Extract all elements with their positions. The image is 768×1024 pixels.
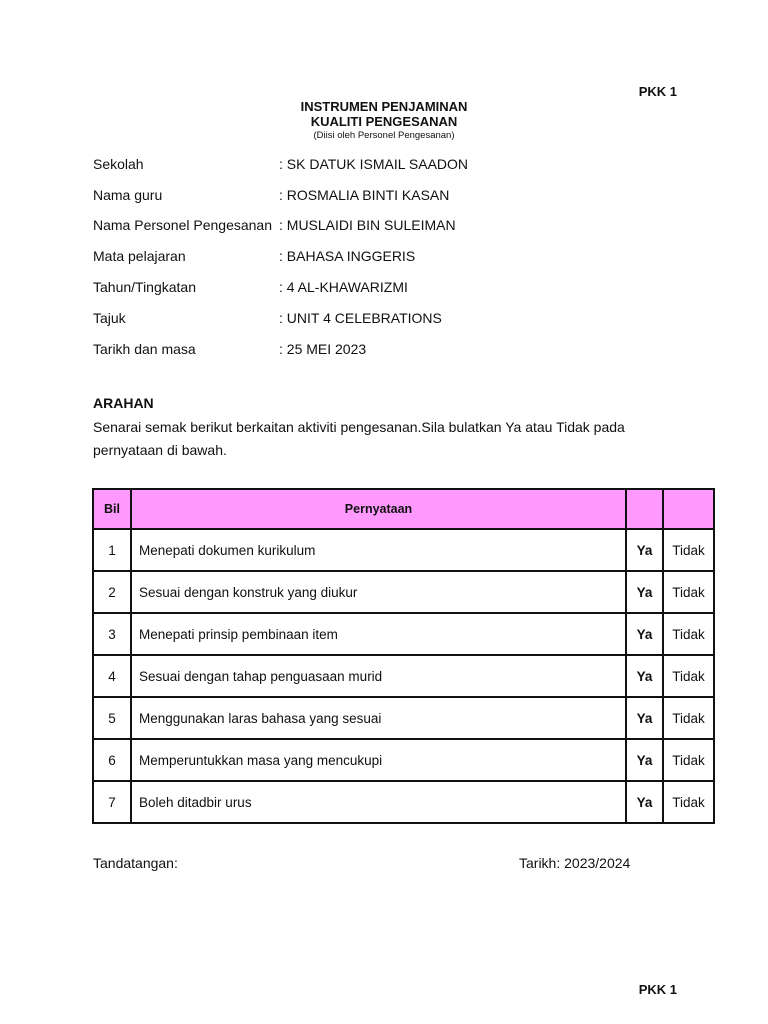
option-ya[interactable]: Ya [626, 571, 663, 613]
row-statement: Sesuai dengan konstruk yang diukur [131, 571, 626, 613]
info-value: : UNIT 4 CELEBRATIONS [279, 310, 442, 326]
option-tidak[interactable]: Tidak [663, 655, 714, 697]
info-value: : 25 MEI 2023 [279, 341, 367, 357]
info-value: : BAHASA INGGERIS [279, 248, 416, 264]
info-label: Mata pelajaran [93, 248, 186, 264]
row-statement: Menepati dokumen kurikulum [131, 529, 626, 571]
table-row [93, 571, 714, 613]
signature-label: Tandatangan: [93, 855, 178, 871]
info-label: Nama Personel Pengesanan [93, 217, 273, 233]
title-line-2: KUALITI PENGESANAN [310, 114, 458, 129]
row-statement: Sesuai dengan tahap penguasaan murid [131, 655, 626, 697]
title-line-1: INSTRUMEN PENJAMINAN [300, 99, 468, 114]
row-number: 6 [93, 739, 131, 781]
option-ya[interactable]: Ya [626, 655, 663, 697]
subtitle: (Diisi oleh Personel Pengesanan) [313, 130, 455, 141]
row-number: 2 [93, 571, 131, 613]
table-row [93, 655, 714, 697]
info-value: : ROSMALIA BINTI KASAN [279, 187, 450, 203]
row-number: 7 [93, 781, 131, 823]
info-label: Sekolah [93, 156, 144, 172]
table-row [93, 697, 714, 739]
info-label: Nama guru [93, 187, 163, 203]
info-label: Tajuk [93, 310, 126, 326]
option-ya[interactable]: Ya [626, 781, 663, 823]
row-number: 4 [93, 655, 131, 697]
table-row [93, 613, 714, 655]
instructions-heading: ARAHAN [93, 395, 154, 411]
option-tidak[interactable]: Tidak [663, 697, 714, 739]
column-header-pernyataan: Pernyataan [131, 489, 626, 529]
row-number: 5 [93, 697, 131, 739]
row-statement: Boleh ditadbir urus [131, 781, 626, 823]
row-statement: Menepati prinsip pembinaan item [131, 613, 626, 655]
table-row [93, 781, 714, 823]
column-header-tidak [663, 489, 714, 529]
info-value: : MUSLAIDI BIN SULEIMAN [279, 217, 456, 233]
info-label: Tahun/Tingkatan [93, 279, 196, 295]
column-header-ya [626, 489, 663, 529]
form-code: PKK 1 [638, 84, 677, 99]
row-statement: Memperuntukkan masa yang mencukupi [131, 739, 626, 781]
footer-form-code: PKK 1 [638, 982, 677, 997]
info-value: : SK DATUK ISMAIL SAADON [279, 156, 469, 172]
row-number: 1 [93, 529, 131, 571]
option-tidak[interactable]: Tidak [663, 739, 714, 781]
option-tidak[interactable]: Tidak [663, 571, 714, 613]
date-label: Tarikh: 2023/2024 [519, 855, 631, 871]
table-row [93, 739, 714, 781]
table-row [93, 529, 714, 571]
checklist-table [92, 488, 715, 824]
option-ya[interactable]: Ya [626, 529, 663, 571]
option-tidak[interactable]: Tidak [663, 529, 714, 571]
row-number: 3 [93, 613, 131, 655]
column-header-bil: Bil [93, 489, 131, 529]
option-ya[interactable]: Ya [626, 613, 663, 655]
instructions-text: Senarai semak berikut berkaitan aktiviti pengesanan.Sila bulatkan Ya atau Tidak pada pernyataan di bawah. [93, 419, 625, 458]
row-statement: Menggunakan laras bahasa yang sesuai [131, 697, 626, 739]
option-ya[interactable]: Ya [626, 697, 663, 739]
info-value: : 4 AL-KHAWARIZMI [279, 279, 408, 295]
table-header-row [93, 489, 714, 529]
info-label: Tarikh dan masa [93, 341, 196, 357]
option-tidak[interactable]: Tidak [663, 613, 714, 655]
option-tidak[interactable]: Tidak [663, 781, 714, 823]
option-ya[interactable]: Ya [626, 739, 663, 781]
